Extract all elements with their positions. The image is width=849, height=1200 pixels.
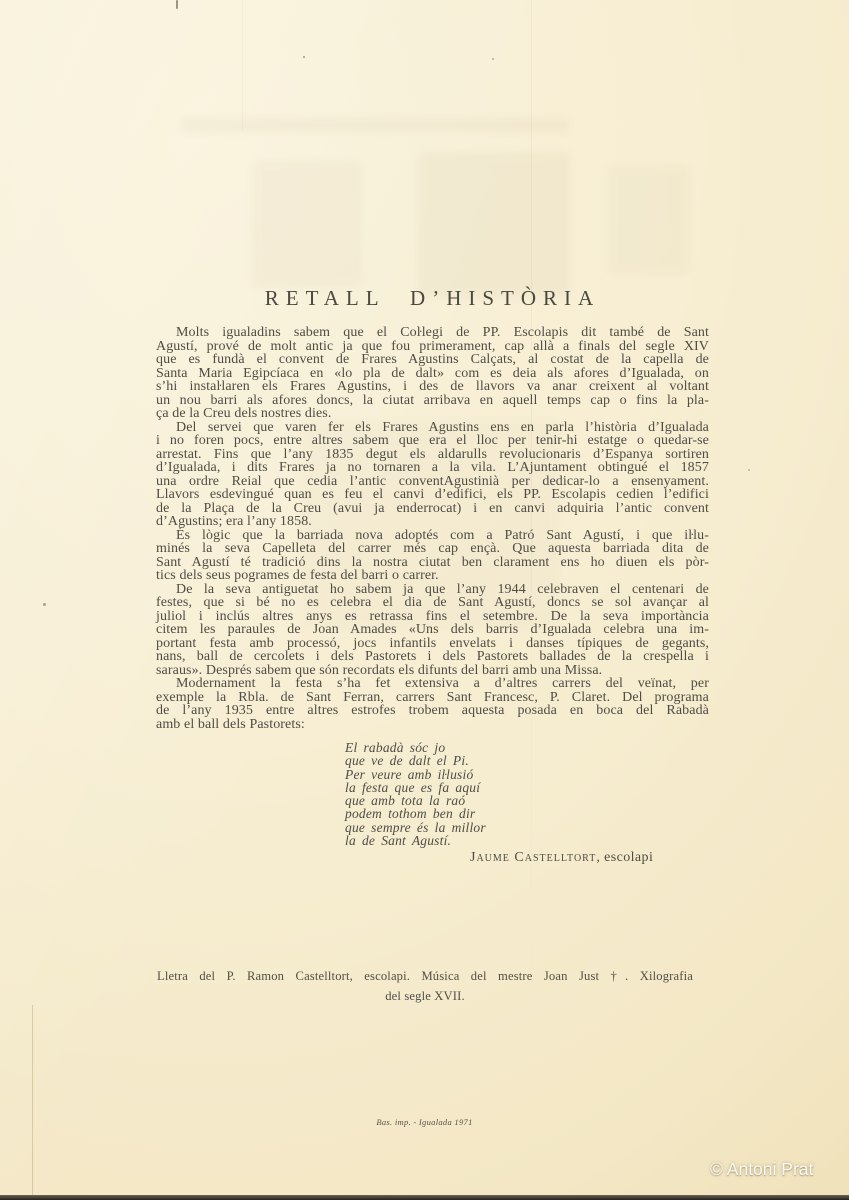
- text-line: i no foren pocs, entre altres sabem que era el lloc per tenir-hi estatge o quedar-se: [156, 433, 709, 448]
- text-line: Del servei que varen fer els Frares Agustins ens en parla l’història d’Igualada: [176, 419, 709, 435]
- poem-line: la de Sant Agustí.: [345, 833, 452, 849]
- text-line: s’hi instaŀlaren els Frares Agustins, i des de llavors va anar creixent al voltant: [156, 379, 709, 394]
- text-line: citem les paraules de Joan Amades «Uns dels barris d’Igualada celebra una im-: [156, 622, 709, 637]
- copyright-watermark: © Antoni Prat: [710, 1159, 814, 1179]
- poem-line: que amb tota la raó: [345, 793, 466, 809]
- text-line: Modernament la festa s’ha fet extensiva a d’altres carrers del veïnat, per: [176, 676, 709, 691]
- scan-speck: [492, 58, 494, 60]
- text-line: minés la seva Capelleta del carrer més cap ençà. Que aquesta barriada dita de: [156, 541, 709, 556]
- scan-speck: [43, 603, 46, 606]
- caption: [157, 967, 693, 1006]
- paragraph: [156, 583, 709, 678]
- poem-line: Per veure amb iŀlusió: [345, 766, 474, 782]
- body-text: [156, 326, 709, 731]
- scan-speck: [303, 56, 305, 58]
- text-line: d’Igualada, i dits Frares ja no tornaren a la vila. L’Ajuntament obtingué el 1857: [156, 460, 709, 475]
- text-line: Llavors esdevingué quan es feu el canvi d’edifici, els PP. Escolapis cedien l’edifici: [156, 487, 709, 502]
- text-line: Molts igualadins sabem que el Coŀlegi de PP. Escolapis dit també de Sant: [176, 325, 709, 340]
- poem-line: que ve de dalt el Pi.: [345, 753, 469, 769]
- text-line: de la Plaça de la Creu (avui ja enderrocat) i en canvi adquiria l’antic convent: [156, 500, 709, 516]
- text-line: saraus». Després sabem que són recordats els difunts del barri amb una Missa.: [156, 662, 603, 678]
- poem-line: El rabadà sóc jo: [345, 740, 446, 755]
- show-through-ghost: [418, 152, 570, 298]
- poem-line: la festa que es fa aquí: [345, 779, 481, 795]
- caption-line: Lletra del P. Ramon Castelltort, escolapi. Música del mestre Joan Just †. Xilografia: [157, 969, 693, 983]
- text-line: un nou barri als afores doncs, la ciutat arribava en aquell temps cap o fins la pla-: [156, 392, 709, 408]
- signature-name: Jaume Castelltort: [470, 850, 597, 865]
- text-line: arrestat. Fins que l’any 1835 degut els aldarulls revolucionaris d’Espanya sortiren: [156, 446, 709, 462]
- text-line: De la seva antiguetat ho sabem ja que l’any 1944 celebraven el centenari de: [176, 581, 709, 597]
- signature: [470, 850, 653, 866]
- text-line: de l’any 1935 entre altres estrofes trobem aquesta posada en boca del Rabadà: [156, 703, 709, 718]
- paragraph: [156, 326, 709, 421]
- show-through-ghost: [608, 166, 690, 274]
- scan-speck: [176, 0, 178, 9]
- paper-fold-line: [242, 0, 243, 130]
- paragraph: [156, 677, 709, 731]
- text-line: Sant Agustí té tradició dins la nostra ciutat ben clarament ens ho diuen els pòr-: [156, 554, 709, 570]
- text-line: una ordre Reial que cedia l’antic conventAgustinià per dedicar-lo a ensenyament.: [156, 473, 709, 489]
- scan-speck: [748, 469, 750, 471]
- text-line: festes, que si bé no es celebra el dia de Sant Agustí, doncs se sol avançar al: [156, 595, 709, 610]
- poem-line: podem tothom ben dir: [345, 806, 476, 822]
- poem: [345, 741, 486, 847]
- text-line: amb el ball dels Pastorets:: [156, 716, 305, 732]
- scan-edge: [0, 1195, 849, 1200]
- show-through-ghost: [252, 160, 362, 288]
- page-edge-line: [32, 1005, 33, 1196]
- text-line: Agustí, prové de molt antic ja que fou primerament, cap allà a finals del segle XIV: [156, 338, 709, 354]
- text-line: nans, ball de cercolets i dels Pastorets i dels Pastorets ballades de la crespella i: [156, 649, 709, 664]
- page-title: RETALL D’HISTÒRIA: [264, 286, 601, 310]
- text-line: És lògic que la barriada nova adoptés com a Patró Sant Agustí, i que iŀlu-: [176, 527, 709, 543]
- text-line: ça de la Creu dels nostres dies.: [156, 406, 332, 421]
- text-line: juliol i inclús altres anys es retrassa fins el setembre. De la seva importància: [156, 608, 709, 624]
- text-line: portant festa amb processó, jocs infantils envelats i danses típiques de gegants,: [156, 635, 709, 651]
- printer-imprint: Bas. imp. - Igualada 1971: [376, 1117, 473, 1127]
- signature-suffix: , escolapi: [596, 850, 654, 865]
- text-line: Santa Maria Egipcíaca en «lo pla de dalt» com es deia als afores d’Igualada, on: [156, 365, 709, 381]
- text-line: d’Agustins; era l’any 1858.: [156, 514, 312, 529]
- caption-line: del segle XVII.: [385, 988, 465, 1003]
- poem-line: que sempre és la millor: [345, 819, 486, 835]
- text-line: tics dels seus pogrames de festa del barri o carrer.: [156, 568, 439, 583]
- paragraph: [156, 421, 709, 529]
- show-through-ghost: [180, 118, 570, 132]
- text-line: exemple la Rbla. de Sant Ferran, carrers Sant Francesc, P. Claret. Del programa: [156, 689, 709, 705]
- text-line: que es fundà el convent de Frares Agustins Calçats, al costat de la capella de: [156, 352, 709, 367]
- paragraph: [156, 529, 709, 583]
